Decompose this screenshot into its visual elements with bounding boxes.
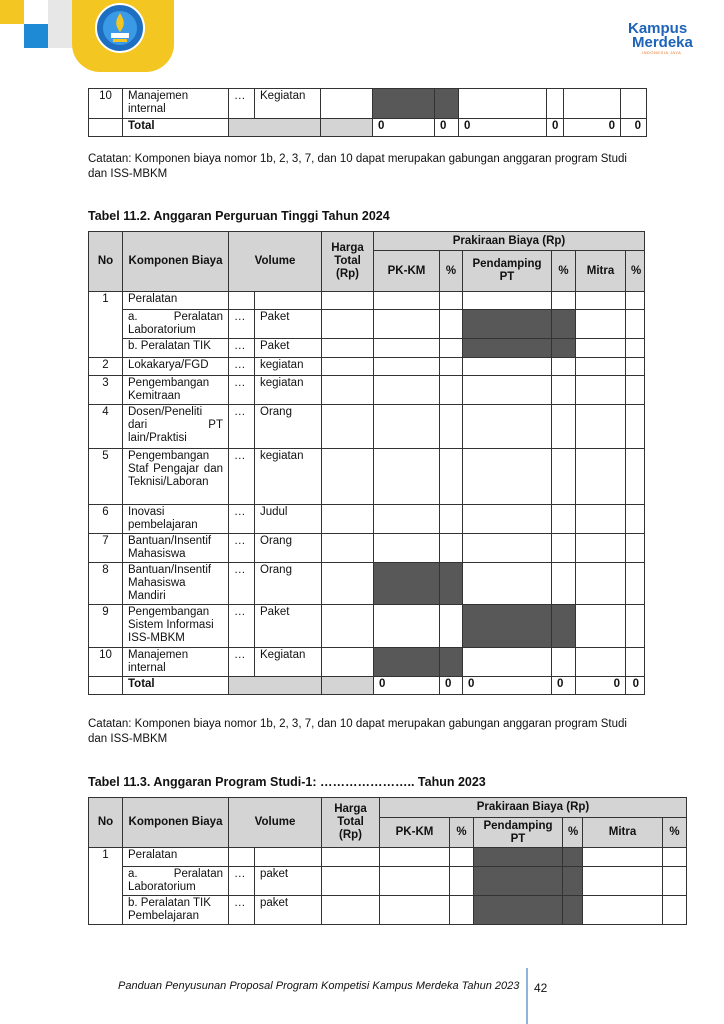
volume-dots: …	[229, 534, 255, 563]
total-value: 0	[621, 119, 647, 137]
table-row	[89, 310, 645, 339]
pct-cell	[626, 563, 645, 605]
pct-cell	[552, 405, 576, 449]
header-row	[89, 798, 687, 818]
volume-dots: …	[229, 505, 255, 534]
pct-cell	[626, 505, 645, 534]
pct-cell	[626, 339, 645, 358]
pkkm-cell	[380, 867, 450, 896]
pct-cell	[552, 310, 576, 339]
pct-cell	[440, 449, 463, 505]
table-row	[89, 358, 645, 376]
header-pendamping: Pendamping PT	[463, 251, 552, 292]
total-value: 0	[463, 677, 552, 695]
pkkm-cell	[374, 405, 440, 449]
header-harga: Harga Total (Rp)	[322, 232, 374, 292]
pct-cell	[663, 896, 687, 925]
pct-cell	[440, 505, 463, 534]
volume-dots: …	[229, 405, 255, 449]
harga-cell	[322, 310, 374, 339]
pct-cell	[552, 376, 576, 405]
total-row	[89, 677, 645, 695]
volume-dots: …	[229, 563, 255, 605]
row-number: 7	[89, 534, 123, 563]
header-mitra: Mitra	[583, 818, 663, 848]
volume-unit	[255, 848, 322, 867]
pct-cell	[552, 534, 576, 563]
kampus-merdeka-logo	[628, 20, 698, 55]
pct-cell	[563, 896, 583, 925]
component-cell: Bantuan/Insentif Mahasiswa Mandiri	[123, 563, 229, 605]
header-pendamping: Pendamping PT	[474, 818, 563, 848]
harga-cell	[322, 677, 374, 695]
pct-cell	[663, 848, 687, 867]
total-value: 0	[440, 677, 463, 695]
volume-dots: …	[229, 358, 255, 376]
pkkm-cell	[380, 848, 450, 867]
total-value: 0	[547, 119, 564, 137]
header-no: No	[89, 232, 123, 292]
pendamping-cell	[463, 534, 552, 563]
row-number: 10	[89, 648, 123, 677]
table-header	[89, 232, 645, 292]
volume-dots: …	[229, 896, 255, 925]
volume-unit: Orang	[255, 405, 322, 449]
row-number: 1	[89, 292, 123, 358]
header-harga: Harga Total (Rp)	[322, 798, 380, 848]
total-row	[89, 119, 647, 137]
tut-wuri-logo-icon	[94, 2, 146, 54]
harga-cell	[322, 648, 374, 677]
header-no: No	[89, 798, 123, 848]
harga-cell	[321, 119, 373, 137]
total-value: 0	[459, 119, 547, 137]
mitra-cell	[576, 405, 626, 449]
empty-cell	[89, 677, 123, 695]
component-cell: Pengembangan Kemitraan	[123, 376, 229, 405]
table-row	[89, 896, 687, 925]
volume-unit: Paket	[255, 339, 322, 358]
total-value: 0	[626, 677, 645, 695]
volume-dots: …	[229, 605, 255, 648]
mitra-cell	[576, 358, 626, 376]
pendamping-cell	[463, 376, 552, 405]
pendamping-cell	[463, 505, 552, 534]
volume-dots: …	[229, 867, 255, 896]
total-value: 0	[552, 677, 576, 695]
pct-cell	[552, 449, 576, 505]
pct-cell	[552, 648, 576, 677]
mitra-cell	[576, 648, 626, 677]
volume-cell	[229, 677, 322, 695]
page-number: 42	[534, 981, 548, 995]
pct-cell	[626, 358, 645, 376]
pkkm-cell	[374, 563, 440, 605]
row-number: 2	[89, 358, 123, 376]
harga-cell	[322, 376, 374, 405]
header-row	[89, 232, 645, 251]
row-number: 3	[89, 376, 123, 405]
row-number: 6	[89, 505, 123, 534]
volume-unit: Orang	[255, 534, 322, 563]
table-row	[89, 405, 645, 449]
component-cell: b. Peralatan TIK Pembelajaran	[123, 896, 229, 925]
header-mitra: Mitra	[576, 251, 626, 292]
budget-table-pt-2024	[88, 231, 645, 695]
mitra-cell	[576, 605, 626, 648]
pct-cell	[450, 896, 474, 925]
pct-cell	[440, 405, 463, 449]
pkkm-cell	[374, 449, 440, 505]
pct-cell	[440, 358, 463, 376]
component-cell: Manajemen internal	[123, 89, 229, 119]
pkkm-cell	[374, 339, 440, 358]
pct-cell	[563, 848, 583, 867]
harga-cell	[322, 896, 380, 925]
component-cell: Dosen/Peneliti dari PT lain/Praktisi	[123, 405, 229, 449]
table-row	[89, 449, 645, 505]
pendamping-cell	[463, 339, 552, 358]
mitra-cell	[564, 89, 621, 119]
header-pct: %	[450, 818, 474, 848]
mitra-cell	[576, 292, 626, 310]
pct-cell	[435, 89, 459, 119]
row-number: 10	[89, 89, 123, 119]
pct-cell	[563, 867, 583, 896]
pkkm-cell	[374, 605, 440, 648]
pct-cell	[440, 339, 463, 358]
mitra-cell	[583, 848, 663, 867]
pct-cell	[440, 376, 463, 405]
total-value: 0	[374, 677, 440, 695]
pct-cell	[440, 310, 463, 339]
table-row	[89, 292, 645, 310]
table-row	[89, 376, 645, 405]
table-caption: Tabel 11.2. Anggaran Perguruan Tinggi Tahun 2024	[88, 209, 390, 223]
logo-text: Merdeka	[632, 34, 693, 51]
pendamping-cell	[463, 405, 552, 449]
component-cell: Pengembangan Staf Pengajar dan Teknisi/Laboran	[123, 449, 229, 505]
harga-cell	[321, 89, 373, 119]
logo-subtext: INDONESIA JAYA	[642, 50, 682, 55]
logo-text: Kampus	[628, 20, 688, 37]
pct-cell	[552, 292, 576, 310]
volume-dots: …	[229, 339, 255, 358]
pendamping-cell	[459, 89, 547, 119]
decor-square-blue	[24, 24, 48, 48]
pkkm-cell	[374, 534, 440, 563]
table-row	[89, 648, 645, 677]
header-pct: %	[440, 251, 463, 292]
table-body	[89, 292, 645, 695]
pct-cell	[626, 405, 645, 449]
pendamping-cell	[474, 896, 563, 925]
volume-dots: …	[229, 89, 255, 119]
empty-cell	[89, 119, 123, 137]
table-header	[89, 798, 687, 848]
mitra-cell	[576, 505, 626, 534]
header-prakiraan: Prakiraan Biaya (Rp)	[374, 232, 645, 251]
pkkm-cell	[380, 896, 450, 925]
component-cell: Peralatan	[123, 848, 229, 867]
row-number: 4	[89, 405, 123, 449]
pendamping-cell	[463, 648, 552, 677]
harga-cell	[322, 405, 374, 449]
table-body	[89, 848, 687, 925]
component-cell: Lokakarya/FGD	[123, 358, 229, 376]
pct-cell	[552, 358, 576, 376]
mitra-cell	[576, 449, 626, 505]
harga-cell	[322, 358, 374, 376]
pct-cell	[626, 605, 645, 648]
table-row	[89, 563, 645, 605]
pct-cell	[552, 505, 576, 534]
pct-cell	[440, 648, 463, 677]
header-pct: %	[663, 818, 687, 848]
row-number: 1	[89, 848, 123, 925]
table-body	[89, 89, 647, 137]
pendamping-cell	[474, 867, 563, 896]
table-row	[89, 339, 645, 358]
footer-text: Panduan Penyusunan Proposal Program Kompetisi Kampus Merdeka Tahun 2023	[118, 980, 520, 992]
header-pct: %	[552, 251, 576, 292]
header-pct: %	[563, 818, 583, 848]
pendamping-cell	[474, 848, 563, 867]
pendamping-cell	[463, 449, 552, 505]
mitra-cell	[583, 896, 663, 925]
pkkm-cell	[374, 358, 440, 376]
component-cell: Inovasi pembelajaran	[123, 505, 229, 534]
total-value: 0	[576, 677, 626, 695]
row-number: 9	[89, 605, 123, 648]
volume-unit: Paket	[255, 310, 322, 339]
decor-square-grey	[48, 0, 72, 48]
header-volume: Volume	[229, 798, 322, 848]
volume-dots	[229, 292, 255, 310]
pct-cell	[450, 848, 474, 867]
volume-unit: paket	[255, 867, 322, 896]
note: Catatan: Komponen biaya nomor 1b, 2, 3, 7, dan 10 dapat merupakan gabungan anggaran program Studi dan ISS-MBKM	[88, 718, 627, 745]
pct-cell	[552, 563, 576, 605]
component-cell: b. Peralatan TIK	[123, 339, 229, 358]
pkkm-cell	[374, 376, 440, 405]
budget-table-continued	[88, 88, 647, 137]
pkkm-cell	[374, 648, 440, 677]
decor-square-white	[24, 0, 48, 24]
header-komponen: Komponen Biaya	[123, 232, 229, 292]
volume-unit: Judul	[255, 505, 322, 534]
volume-unit: Paket	[255, 605, 322, 648]
volume-unit: kegiatan	[255, 358, 322, 376]
total-value: 0	[373, 119, 435, 137]
header-pkkm: PK-KM	[380, 818, 450, 848]
harga-cell	[322, 867, 380, 896]
row-number: 8	[89, 563, 123, 605]
mitra-cell	[576, 339, 626, 358]
pct-cell	[626, 648, 645, 677]
header-pkkm: PK-KM	[374, 251, 440, 292]
decor-square-yellow	[0, 0, 24, 24]
pct-cell	[626, 292, 645, 310]
volume-dots: …	[229, 449, 255, 505]
total-value: 0	[435, 119, 459, 137]
table-row	[89, 605, 645, 648]
mitra-cell	[576, 534, 626, 563]
volume-dots: …	[229, 648, 255, 677]
pct-cell	[552, 339, 576, 358]
decor-square-white	[0, 24, 24, 48]
pkkm-cell	[374, 292, 440, 310]
pkkm-cell	[374, 505, 440, 534]
total-value: 0	[564, 119, 621, 137]
volume-dots: …	[229, 376, 255, 405]
header-volume: Volume	[229, 232, 322, 292]
pendamping-cell	[463, 292, 552, 310]
table-caption: Tabel 11.3. Anggaran Program Studi-1: ………………….. Tahun 2023	[88, 775, 486, 789]
mitra-cell	[576, 310, 626, 339]
mitra-cell	[576, 563, 626, 605]
harga-cell	[322, 563, 374, 605]
component-cell: Pengembangan Sistem Informasi ISS-MBKM	[123, 605, 229, 648]
note: Catatan: Komponen biaya nomor 1b, 2, 3, 7, dan 10 dapat merupakan gabungan anggaran program Studi dan ISS-MBKM	[88, 153, 627, 180]
harga-cell	[322, 605, 374, 648]
component-cell: Bantuan/Insentif Mahasiswa	[123, 534, 229, 563]
volume-unit: Orang	[255, 563, 322, 605]
pct-cell	[663, 867, 687, 896]
component-cell: Manajemen internal	[123, 648, 229, 677]
pendamping-cell	[463, 605, 552, 648]
harga-cell	[322, 505, 374, 534]
pct-cell	[626, 376, 645, 405]
volume-unit: kegiatan	[255, 376, 322, 405]
volume-dots	[229, 848, 255, 867]
table-row	[89, 505, 645, 534]
pkkm-cell	[373, 89, 435, 119]
volume-unit: paket	[255, 896, 322, 925]
pct-cell	[626, 449, 645, 505]
volume-unit: Kegiatan	[255, 89, 321, 119]
component-cell: a. Peralatan Laboratorium	[123, 310, 229, 339]
total-label: Total	[123, 677, 229, 695]
harga-cell	[322, 449, 374, 505]
pct-cell	[626, 534, 645, 563]
mitra-cell	[576, 376, 626, 405]
volume-cell	[229, 119, 321, 137]
total-label: Total	[123, 119, 229, 137]
table-row	[89, 867, 687, 896]
header-prakiraan: Prakiraan Biaya (Rp)	[380, 798, 687, 818]
harga-cell	[322, 848, 380, 867]
table-row	[89, 848, 687, 867]
volume-dots: …	[229, 310, 255, 339]
volume-unit: kegiatan	[255, 449, 322, 505]
harga-cell	[322, 292, 374, 310]
table-row	[89, 89, 647, 119]
harga-cell	[322, 339, 374, 358]
pendamping-cell	[463, 358, 552, 376]
pct-cell	[440, 292, 463, 310]
mitra-cell	[583, 867, 663, 896]
header-komponen: Komponen Biaya	[123, 798, 229, 848]
component-cell: a. Peralatan Laboratorium	[123, 867, 229, 896]
footer-divider	[526, 968, 528, 1024]
pendamping-cell	[463, 310, 552, 339]
volume-unit: Kegiatan	[255, 648, 322, 677]
pct-cell	[547, 89, 564, 119]
component-cell: Peralatan	[123, 292, 229, 310]
pct-cell	[552, 605, 576, 648]
harga-cell	[322, 534, 374, 563]
pct-cell	[440, 534, 463, 563]
pct-cell	[626, 310, 645, 339]
pkkm-cell	[374, 310, 440, 339]
header-pct: %	[626, 251, 645, 292]
pendamping-cell	[463, 563, 552, 605]
volume-unit	[255, 292, 322, 310]
table-row	[89, 534, 645, 563]
pct-cell	[621, 89, 647, 119]
pct-cell	[440, 563, 463, 605]
budget-table-prodi-2023	[88, 797, 687, 925]
pct-cell	[450, 867, 474, 896]
row-number: 5	[89, 449, 123, 505]
pct-cell	[440, 605, 463, 648]
